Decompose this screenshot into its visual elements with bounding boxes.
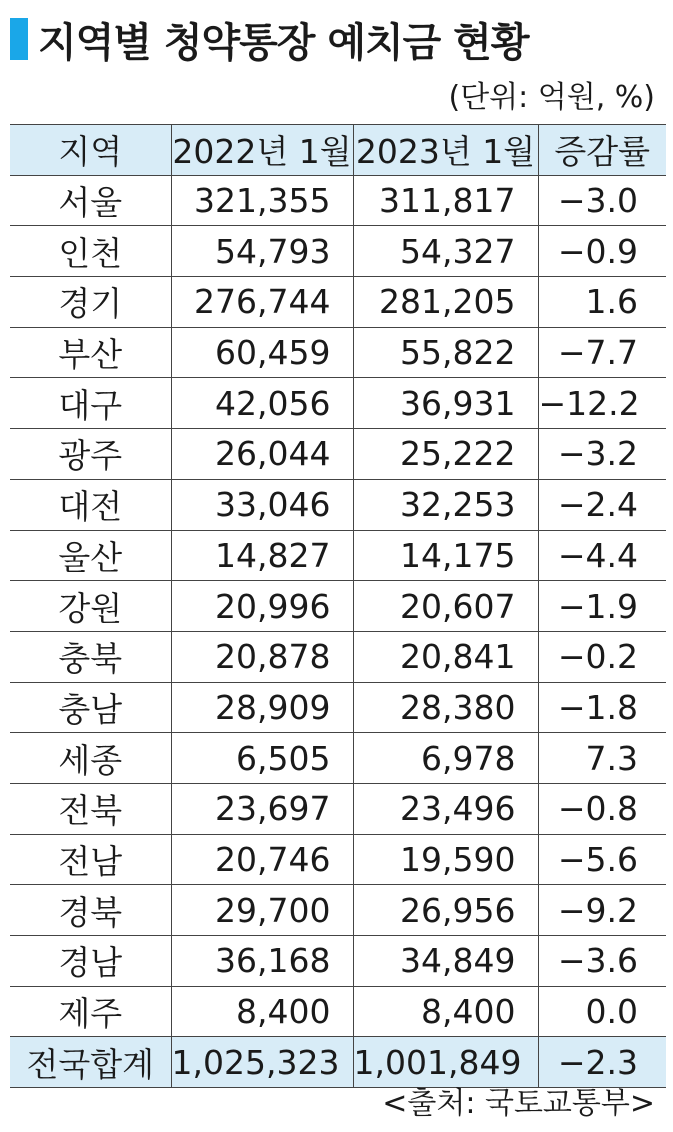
table-row (10, 327, 666, 378)
cell-2022-jan: 14,827 (171, 530, 353, 581)
table-row (10, 429, 666, 480)
cell-2023-jan: 20,841 (353, 631, 538, 682)
cell-2022-jan: 8,400 (171, 986, 353, 1037)
cell-region: 부산 (10, 327, 171, 378)
cell-change-rate: −0.8 (538, 783, 666, 834)
cell-region: 경남 (10, 936, 171, 987)
table-row (10, 834, 666, 885)
cell-2022-jan: 20,878 (171, 631, 353, 682)
cell-2022-jan: 1,025,323 (171, 1037, 353, 1088)
cell-2022-jan: 29,700 (171, 885, 353, 936)
table-row (10, 479, 666, 530)
cell-2023-jan: 1,001,849 (353, 1037, 538, 1088)
table-row (10, 783, 666, 834)
header-2023-jan: 2023년 1월 (353, 125, 538, 176)
cell-change-rate: −3.0 (538, 175, 666, 226)
cell-2023-jan: 6,978 (353, 733, 538, 784)
cell-2023-jan: 14,175 (353, 530, 538, 581)
table-header-row (10, 125, 666, 176)
cell-2023-jan: 281,205 (353, 277, 538, 328)
cell-region: 경기 (10, 277, 171, 328)
cell-region: 대구 (10, 378, 171, 429)
cell-2023-jan: 23,496 (353, 783, 538, 834)
cell-2022-jan: 33,046 (171, 479, 353, 530)
unit-label: (단위: 억원, %) (448, 80, 655, 115)
cell-change-rate: 1.6 (538, 277, 666, 328)
cell-2023-jan: 8,400 (353, 986, 538, 1037)
cell-change-rate: −3.2 (538, 429, 666, 480)
table-row (10, 631, 666, 682)
cell-2022-jan: 20,746 (171, 834, 353, 885)
cell-2023-jan: 19,590 (353, 834, 538, 885)
cell-2023-jan: 54,327 (353, 226, 538, 277)
table-row (10, 378, 666, 429)
cell-change-rate: −12.2 (538, 378, 666, 429)
cell-2022-jan: 54,793 (171, 226, 353, 277)
table-row (10, 277, 666, 328)
table-row (10, 986, 666, 1037)
cell-region: 울산 (10, 530, 171, 581)
cell-change-rate: −7.7 (538, 327, 666, 378)
cell-2022-jan: 60,459 (171, 327, 353, 378)
cell-region: 전국합계 (10, 1037, 171, 1088)
table-row (10, 885, 666, 936)
cell-change-rate: −0.2 (538, 631, 666, 682)
cell-region: 전남 (10, 834, 171, 885)
cell-change-rate: 7.3 (538, 733, 666, 784)
cell-2022-jan: 28,909 (171, 682, 353, 733)
cell-change-rate: −3.6 (538, 936, 666, 987)
source-label: <출처: 국토교통부> (382, 1086, 655, 1121)
cell-change-rate: −2.4 (538, 479, 666, 530)
cell-2023-jan: 26,956 (353, 885, 538, 936)
page-title: 지역별 청약통장 예치금 현황 (38, 19, 529, 66)
cell-region: 인천 (10, 226, 171, 277)
table-row (10, 530, 666, 581)
table-row (10, 226, 666, 277)
header-change-rate: 증감률 (538, 125, 666, 176)
cell-2022-jan: 26,044 (171, 429, 353, 480)
header-region: 지역 (10, 125, 171, 176)
header-2022-jan: 2022년 1월 (171, 125, 353, 176)
cell-region: 광주 (10, 429, 171, 480)
cell-2022-jan: 36,168 (171, 936, 353, 987)
title-block (10, 14, 528, 64)
cell-region: 세종 (10, 733, 171, 784)
cell-2023-jan: 32,253 (353, 479, 538, 530)
cell-2022-jan: 6,505 (171, 733, 353, 784)
table-row (10, 581, 666, 632)
cell-change-rate: −1.9 (538, 581, 666, 632)
cell-change-rate: −5.6 (538, 834, 666, 885)
cell-region: 경북 (10, 885, 171, 936)
cell-2023-jan: 55,822 (353, 327, 538, 378)
cell-2023-jan: 20,607 (353, 581, 538, 632)
cell-region: 대전 (10, 479, 171, 530)
cell-region: 제주 (10, 986, 171, 1037)
table-row (10, 682, 666, 733)
cell-2023-jan: 34,849 (353, 936, 538, 987)
deposit-table (10, 124, 666, 1088)
cell-2022-jan: 23,697 (171, 783, 353, 834)
table-row (10, 175, 666, 226)
cell-region: 충남 (10, 682, 171, 733)
cell-2023-jan: 25,222 (353, 429, 538, 480)
title-accent-bar (10, 18, 28, 60)
cell-2023-jan: 28,380 (353, 682, 538, 733)
cell-change-rate: −1.8 (538, 682, 666, 733)
cell-2022-jan: 321,355 (171, 175, 353, 226)
cell-change-rate: −4.4 (538, 530, 666, 581)
cell-2022-jan: 20,996 (171, 581, 353, 632)
cell-region: 강원 (10, 581, 171, 632)
cell-region: 서울 (10, 175, 171, 226)
cell-change-rate: −0.9 (538, 226, 666, 277)
table-row (10, 936, 666, 987)
cell-2023-jan: 36,931 (353, 378, 538, 429)
table-body (10, 175, 666, 1087)
cell-change-rate: 0.0 (538, 986, 666, 1037)
cell-2022-jan: 42,056 (171, 378, 353, 429)
cell-2023-jan: 311,817 (353, 175, 538, 226)
cell-change-rate: −9.2 (538, 885, 666, 936)
table-row (10, 733, 666, 784)
cell-change-rate: −2.3 (538, 1037, 666, 1088)
cell-region: 충북 (10, 631, 171, 682)
cell-2022-jan: 276,744 (171, 277, 353, 328)
cell-region: 전북 (10, 783, 171, 834)
